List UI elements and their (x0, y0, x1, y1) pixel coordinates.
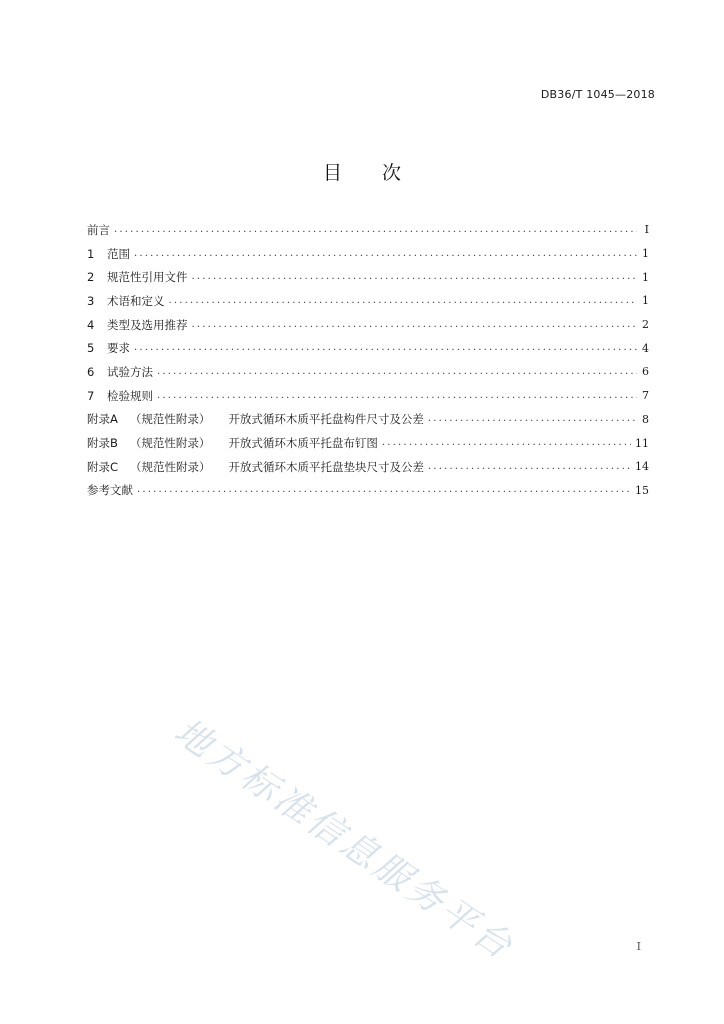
document-code: DB36/T 1045—2018 (540, 88, 655, 101)
appendix-type: （规范性附录） (130, 459, 211, 474)
toc-entry-number: 7 (87, 388, 95, 403)
toc-entry-page: 1 (642, 294, 649, 308)
toc-entry-foreword[interactable] (87, 218, 649, 242)
toc-title (0, 158, 724, 185)
appendix-id: 附录A (87, 412, 118, 427)
appendix-id: 附录B (87, 436, 118, 451)
toc-entry-scope[interactable] (87, 242, 649, 266)
leader-dots (157, 367, 637, 377)
leader-dots (192, 272, 638, 282)
toc-entry-appendix-b[interactable] (87, 431, 649, 455)
toc-title-char-1: 目 (322, 162, 342, 184)
toc-entry-label: 要求 (107, 341, 130, 356)
leader-dots (137, 485, 631, 495)
toc-entry-page: 1 (642, 247, 649, 261)
leader-dots (157, 391, 637, 401)
toc-entry-label: 开放式循环木质平托盘布钉图 (228, 436, 378, 451)
toc-entry-test-methods[interactable] (87, 360, 649, 384)
toc-entry-number: 5 (87, 341, 95, 356)
appendix-type: （规范性附录） (129, 412, 211, 427)
toc-entry-types[interactable] (87, 313, 649, 337)
appendix-type: （规范性附录） (129, 436, 211, 451)
toc-entry-appendix-c[interactable] (87, 455, 649, 479)
toc-entry-number: 1 (87, 246, 95, 261)
toc-entry-page: 4 (642, 341, 649, 355)
toc-entry-number: 2 (87, 270, 95, 285)
table-of-contents (87, 218, 649, 502)
toc-entry-label: 规范性引用文件 (107, 270, 188, 285)
toc-entry-page: 2 (642, 318, 649, 332)
watermark: 地方标准信息服务平台 (166, 710, 522, 969)
leader-dots (169, 296, 638, 306)
toc-entry-appendix-a[interactable] (87, 408, 649, 432)
toc-entry-label: 开放式循环木质平托盘构件尺寸及公差 (228, 412, 424, 427)
toc-entry-label: 前言 (87, 222, 110, 237)
toc-title-char-2: 次 (382, 162, 402, 184)
toc-entry-page: 1 (642, 270, 649, 284)
toc-entry-label: 参考文献 (87, 483, 133, 498)
toc-entry-references[interactable] (87, 479, 649, 503)
toc-entry-page: 6 (642, 365, 649, 379)
toc-entry-label: 开放式循环木质平托盘垫块尺寸及公差 (228, 459, 425, 474)
toc-entry-page: 15 (635, 483, 649, 497)
leader-dots (134, 343, 637, 353)
toc-entry-number: 4 (87, 317, 95, 332)
toc-entry-page: 11 (635, 436, 649, 450)
toc-entry-inspection-rules[interactable] (87, 384, 649, 408)
appendix-id: 附录C (87, 459, 119, 474)
toc-entry-normative-references[interactable] (87, 265, 649, 289)
leader-dots (192, 320, 638, 330)
toc-entry-label: 类型及选用推荐 (107, 317, 188, 332)
toc-entry-number: 3 (87, 293, 95, 308)
leader-dots (428, 414, 637, 424)
toc-entry-label: 检验规则 (107, 388, 153, 403)
toc-entry-page: 8 (642, 412, 649, 426)
toc-entry-page: I (644, 223, 649, 237)
toc-entry-label: 试验方法 (107, 364, 153, 379)
toc-entry-label: 术语和定义 (107, 293, 165, 308)
toc-entry-page: 7 (642, 389, 649, 403)
toc-entry-number: 6 (87, 364, 95, 379)
toc-entry-page: 14 (635, 460, 649, 474)
leader-dots (428, 462, 631, 472)
toc-entry-terms[interactable] (87, 289, 649, 313)
leader-dots (382, 438, 631, 448)
leader-dots (134, 249, 637, 259)
toc-entry-requirements[interactable] (87, 336, 649, 360)
toc-entry-label: 范围 (107, 246, 130, 261)
page-number: I (636, 940, 641, 953)
leader-dots (114, 225, 637, 235)
